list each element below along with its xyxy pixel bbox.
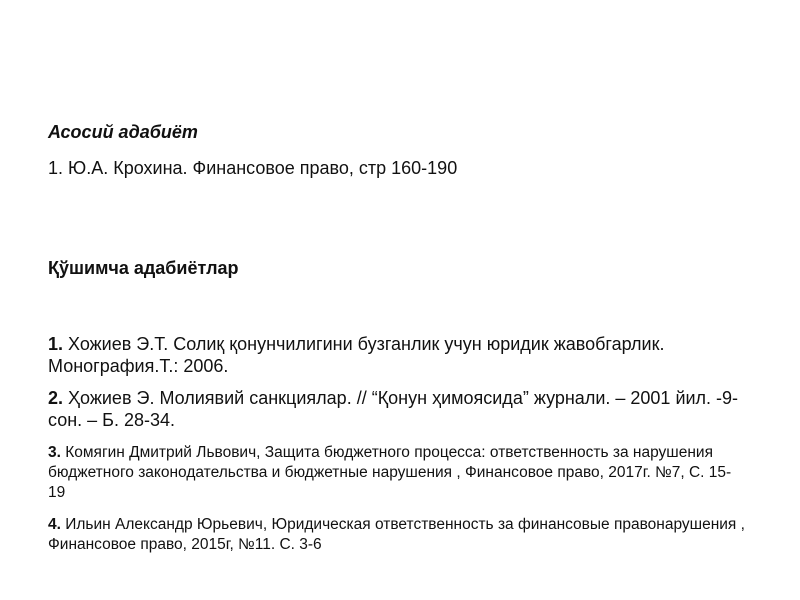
reference-item (48, 443, 748, 503)
reference-text: Ильин Александр Юрьевич, Юридическая ответственность за финансовые правонарушения , Финансовое право, 2015г, №11. С. 3-6 (48, 516, 745, 553)
reference-text: Комягин Дмитрий Львович, Защита бюджетного процесса: ответственность за нарушения бюджетного законодательства и бюджетные нарушения , Финансовое право, 2017г. №7, С. 15-19 (48, 444, 732, 501)
reference-number: 4. (48, 516, 61, 533)
reference-number: 3. (48, 444, 61, 461)
basic-literature-item: 1. Ю.А. Крохина. Финансовое право, стр 160-190 (48, 158, 458, 178)
reference-text: Ҳожиев Э. Молиявий санкциялар. // “Қонун ҳимоясида” журнали. – 2001 йил. -9-сон. – Б. 28-34. (48, 388, 739, 430)
reference-item (48, 333, 748, 377)
reference-number: 1. (48, 334, 64, 354)
reference-text: Хожиев Э.Т. Солиқ қонунчилигини бузганлик учун юридик жавобгарлик. Монография.Т.: 2006. (48, 334, 665, 376)
additional-literature-heading: Қўшимча адабиётлар (48, 258, 239, 278)
reference-item (48, 515, 748, 555)
basic-literature-heading: Асосий адабиёт (48, 122, 198, 142)
reference-item (48, 387, 748, 431)
reference-number: 2. (48, 388, 64, 408)
